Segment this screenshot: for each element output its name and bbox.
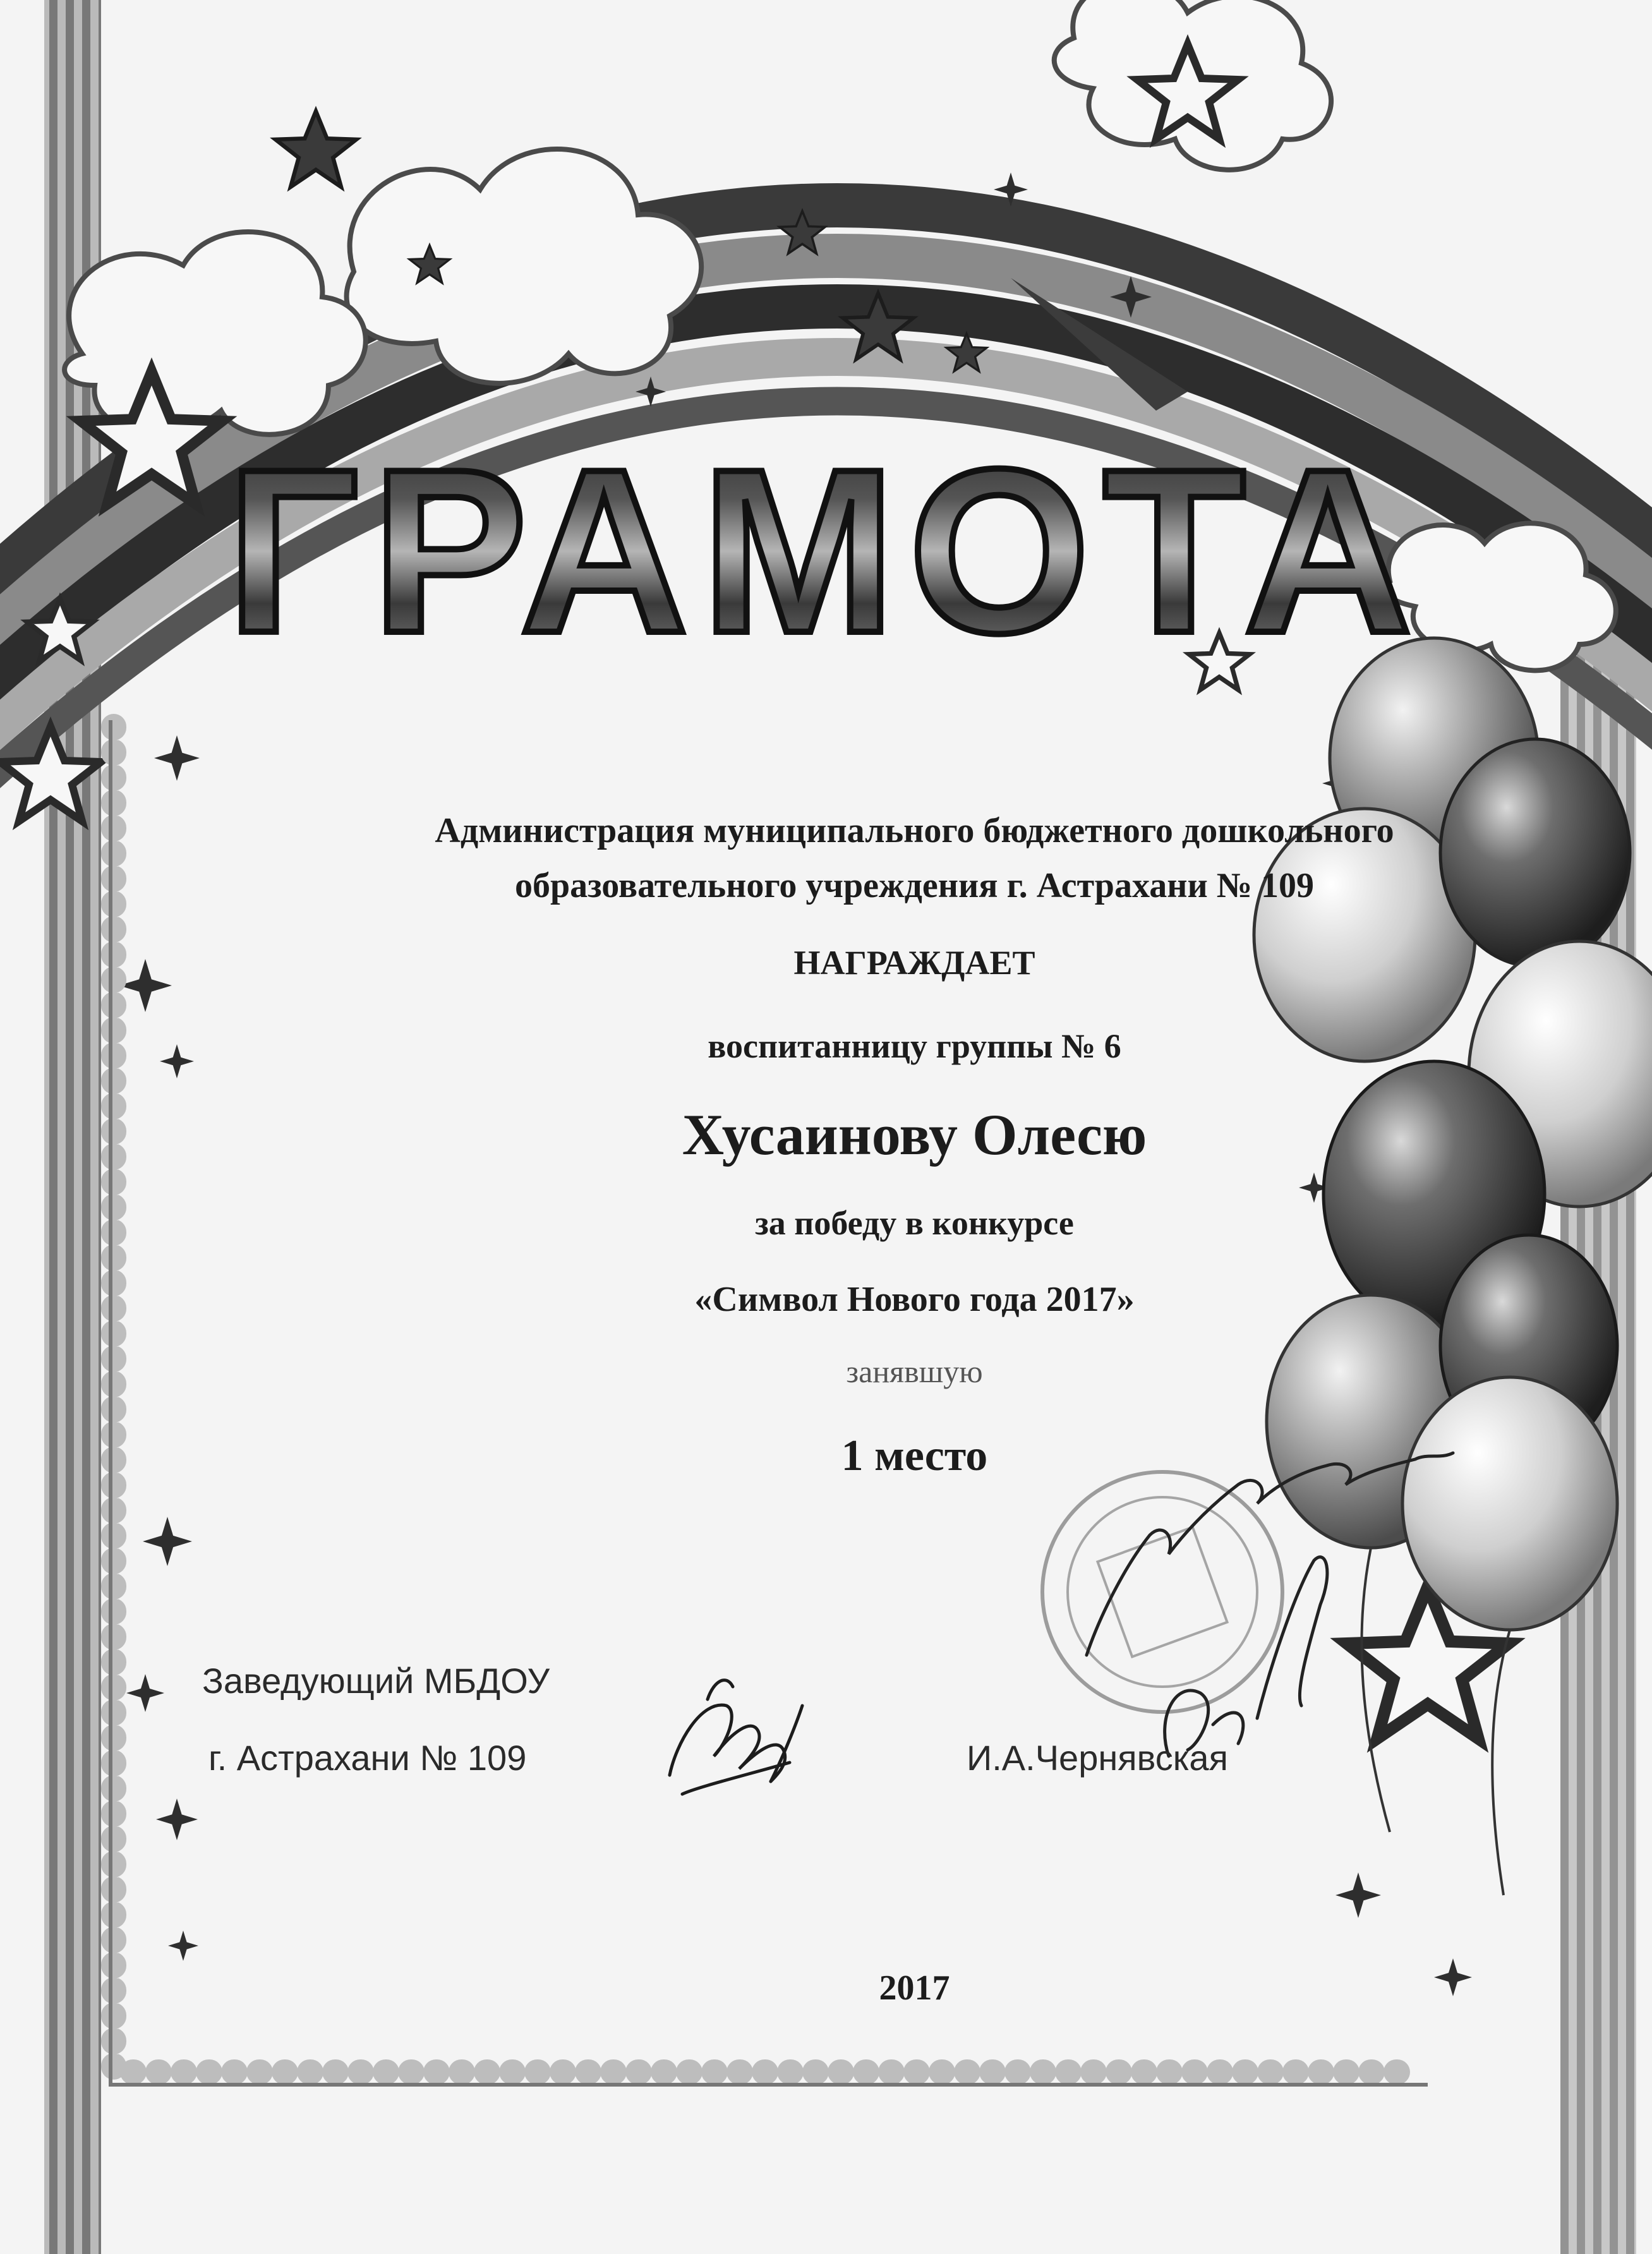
issuer-line-1: Администрация муниципального бюджетного дошкольного [435,811,1394,850]
signer-position: Заведующий МБДОУ [202,1661,550,1701]
certificate-year: 2017 [879,1968,950,2008]
signer-name: И.А.Чернявская [967,1738,1228,1778]
took-label: занявшую [846,1354,983,1389]
certificate-title-graphic: ГРАМОТА [226,421,1425,682]
recipient-name: Хусаинову Олесю [682,1102,1147,1167]
recipient-group: воспитанницу группы № 6 [708,1027,1121,1065]
issuer-line-2: образовательного учреждения г. Астрахани № 109 [514,866,1315,905]
signer-organization: г. Астрахани № 109 [208,1738,527,1778]
contest-name: «Символ Нового года 2017» [694,1280,1135,1319]
award-reason: за победу в конкурсе [755,1204,1074,1242]
awards-heading: НАГРАЖДАЕТ [793,944,1035,982]
place-result: 1 место [841,1431,988,1480]
